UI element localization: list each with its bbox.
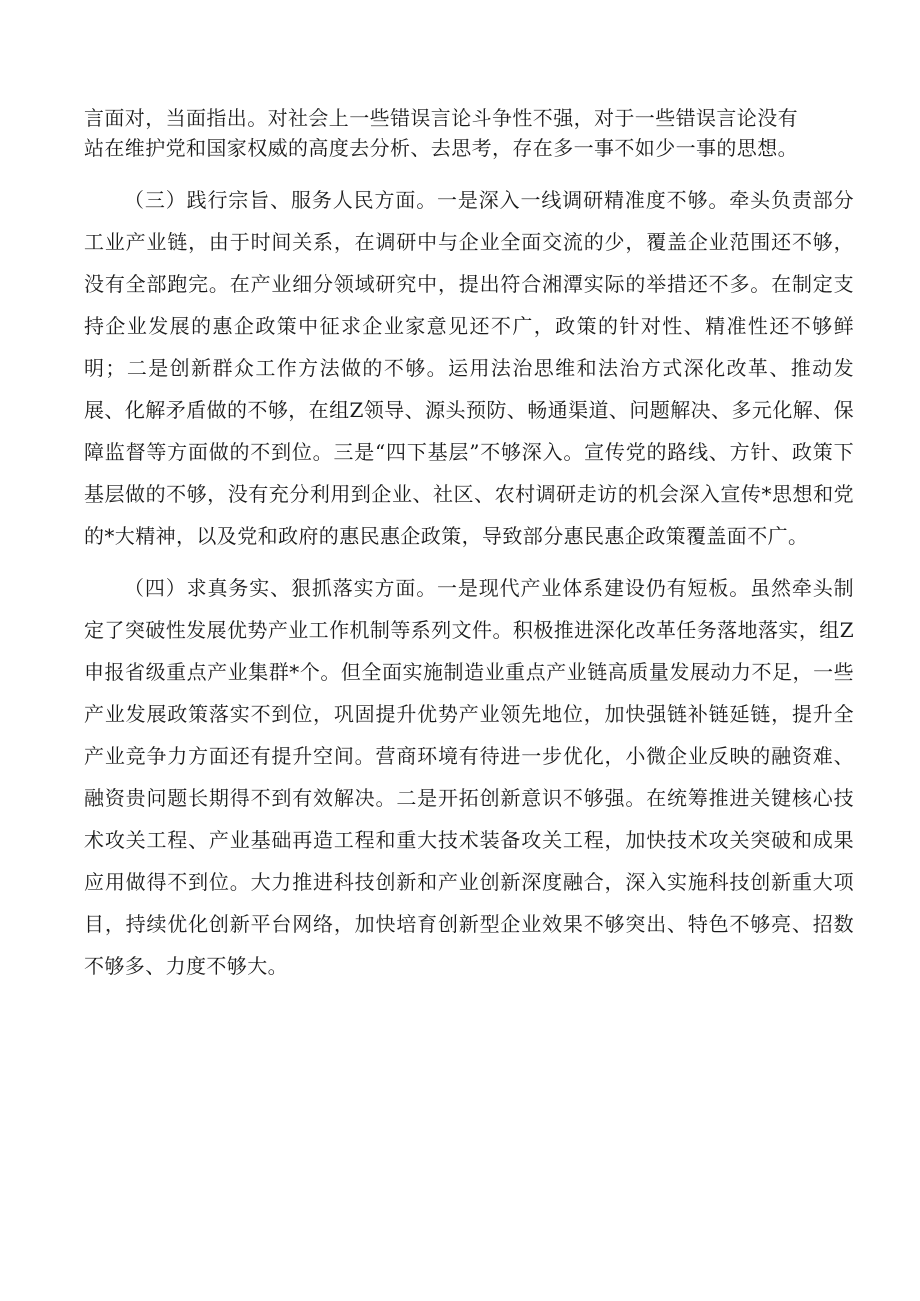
continuation-line: 站在维护党和国家权威的高度去分析、去思考，存在多一事不如少一事的思想。	[84, 136, 798, 160]
paragraph-seeking-truth: （四）求真务实、狠抓落实方面。一是现代产业体系建设仍有短板。虽然牵头制定了突破性发展优势产业工作机制等系列文件。积极推进深化改革任务落地落实，组Z申报省级重点产业集群*个。但全面实施制造业重点产业链高质量发展动力不足，一些产业发展政策落实不到位，巩固提升优势产业领先地位，加快强链补链延链，提升全产业竞争力方面还有提升空间。营商环境有待进一步优化，小微企业反映的融资难、融资贵问题长期得不到有效解决。二是开拓创新意识不够强。在统筹推进关键核心技术攻关工程、产业基础再造工程和重大技术装备攻关工程，加快技术攻关突破和成果应用做得不到位。大力推进科技创新和产业创新深度融合，深入实施科技创新重大项目，持续优化创新平台网络，加快培育创新型企业效果不够突出、特色不够亮、招数不够多、力度不够大。	[84, 576, 854, 978]
continuation-line: 言面对，当面指出。对社会上一些错误言论斗争性不强，对于一些错误言论没有	[84, 106, 798, 130]
paragraph-serving-people: （三）践行宗旨、服务人民方面。一是深入一线调研精准度不够。牵头负责部分工业产业链，由于时间关系，在调研中与企业全面交流的少，覆盖企业范围还不够，没有全部跑完。在产业细分领域研究中，提出符合湘潭实际的举措还不多。在制定支持企业发展的惠企政策中征求企业家意见还不广，政策的针对性、精准性还不够鲜明；二是创新群众工作方法做的不够。运用法治思维和法治方式深化改革、推动发展、化解矛盾做的不够，在组Z领导、源头预防、畅通渠道、问题解决、多元化解、保障监督等方面做的不到位。三是“四下基层”不够深入。宣传党的路线、方针、政策下基层做的不够，没有充分利用到企业、社区、农村调研走访的机会深入宣传*思想和党的*大精神，以及党和政府的惠民惠企政策，导致部分惠民惠企政策覆盖面不广。	[84, 188, 854, 548]
